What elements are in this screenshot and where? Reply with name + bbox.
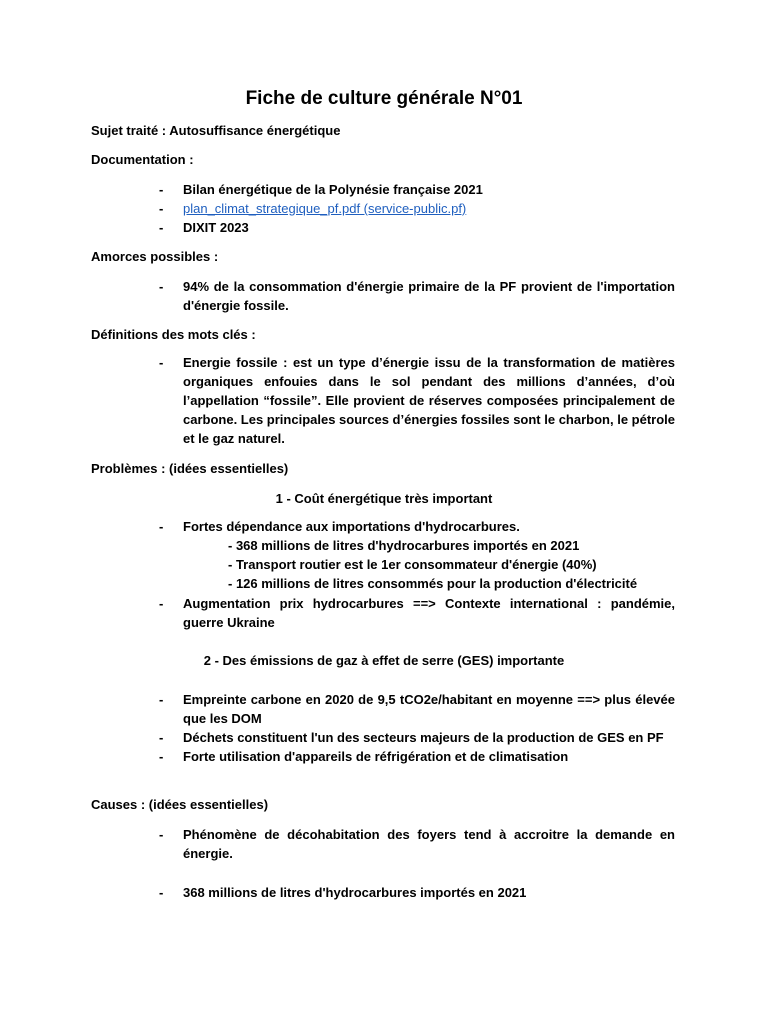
documentation-link[interactable]: plan_climat_strategique_pf.pdf (service-public.pf)	[183, 201, 467, 216]
bullet-dash: -	[159, 885, 164, 900]
bullet-dash: -	[159, 692, 164, 707]
bullet-dash: -	[159, 730, 164, 745]
definitions-label: Définitions des mots clés :	[91, 327, 256, 342]
subject-line: Sujet traité : Autosuffisance énergétique	[91, 123, 341, 138]
bullet-dash: -	[159, 201, 164, 216]
probleme-item: Empreinte carbone en 2020 de 9,5 tCO2e/habitant en moyenne ==> plus élevée que les DOM	[183, 692, 675, 726]
documentation-item: DIXIT 2023	[183, 220, 249, 235]
probleme-heading-2: 2 - Des émissions de gaz à effet de serre (GES) importante	[203, 653, 565, 668]
amorces-label: Amorces possibles :	[91, 249, 219, 264]
amorce-item: 94% de la consommation d'énergie primaire de la PF provient de l'importation d'énergie fossile.	[183, 279, 675, 313]
bullet-dash: -	[159, 519, 164, 534]
probleme-item: Augmentation prix hydrocarbures ==> Contexte international : pandémie, guerre Ukraine	[183, 596, 675, 630]
probleme-item: Déchets constituent l'un des secteurs majeurs de la production de GES en PF	[183, 730, 664, 745]
documentation-label: Documentation :	[91, 152, 194, 167]
bullet-dash: -	[159, 749, 164, 764]
probleme-subitem: - 126 millions de litres consommés pour la production d'électricité	[228, 576, 638, 591]
causes-label: Causes : (idées essentielles)	[91, 797, 269, 812]
bullet-dash: -	[159, 182, 164, 197]
documentation-item: Bilan énergétique de la Polynésie française 2021	[183, 182, 483, 197]
problemes-label: Problèmes : (idées essentielles)	[91, 461, 289, 476]
bullet-dash: -	[159, 355, 164, 370]
probleme-subitem: - 368 millions de litres d'hydrocarbures importés en 2021	[228, 538, 580, 553]
bullet-dash: -	[159, 596, 164, 611]
definition-item: Energie fossile : est un type d’énergie issu de la transformation de matières organiques enfouies dans le sol pendant des millions d’années, d’où l’appellation “fossile”. Elle provient de réserves composées principalement de carbone. Les principales sources d’énergies fossiles sont le charbon, le pétrole et le gaz naturel.	[183, 355, 676, 446]
bullet-dash: -	[159, 220, 164, 235]
page-title: Fiche de culture générale N°01	[245, 88, 523, 109]
bullet-dash: -	[159, 827, 164, 842]
probleme-subitem: - Transport routier est le 1er consommateur d'énergie (40%)	[228, 557, 597, 572]
bullet-dash: -	[159, 279, 164, 294]
cause-item: Phénomène de décohabitation des foyers tend à accroitre la demande en énergie.	[183, 827, 675, 861]
probleme-item: Forte utilisation d'appareils de réfrigération et de climatisation	[183, 749, 569, 764]
probleme-item: Fortes dépendance aux importations d'hydrocarbures.	[183, 519, 520, 534]
cause-item: 368 millions de litres d'hydrocarbures importés en 2021	[183, 885, 527, 900]
probleme-heading-1: 1 - Coût énergétique très important	[275, 491, 493, 506]
